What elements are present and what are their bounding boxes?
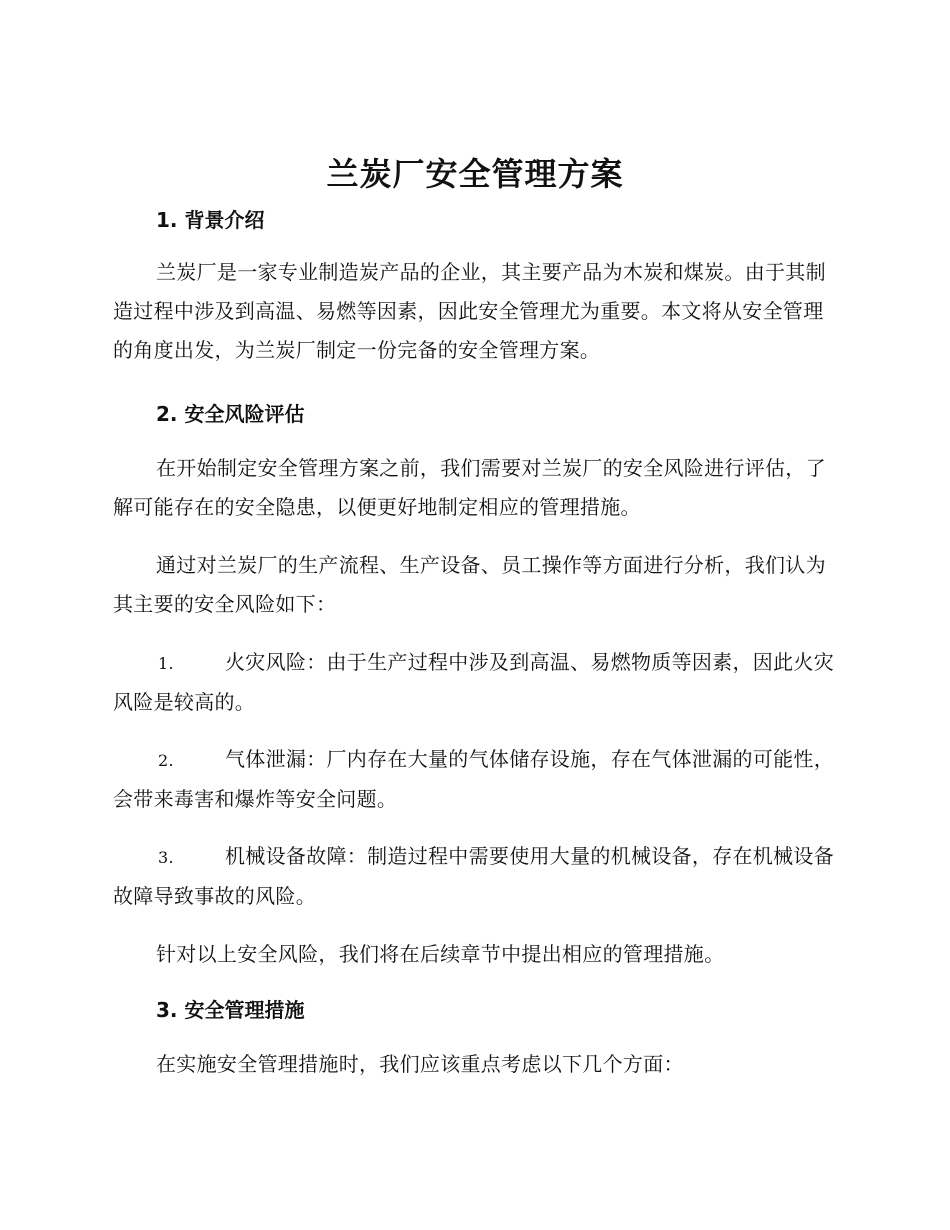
list-item [113, 837, 835, 916]
list-item-number: 1. [158, 654, 174, 673]
section-heading-measures: 3. 安全管理措施 [156, 998, 305, 1022]
list-item-text: 机械设备故障：制造过程中需要使用大量的机械设备，存在机械设备故障导致事故的风险。 [113, 844, 834, 908]
document-title: 兰炭厂安全管理方案 [326, 155, 624, 193]
list-item-text: 气体泄漏：厂内存在大量的气体储存设施，存在气体泄漏的可能性，会带来毒害和爆炸等安全问题。 [113, 747, 834, 811]
list-item-text: 火灾风险：由于生产过程中涉及到高温、易燃物质等因素，因此火灾风险是较高的。 [113, 650, 834, 714]
section-heading-background: 1. 背景介绍 [156, 208, 265, 232]
paragraph-risk-closing: 针对以上安全风险，我们将在后续章节中提出相应的管理措施。 [156, 942, 725, 966]
paragraph-risk-analysis: 通过对兰炭厂的生产流程、生产设备、员工操作等方面进行分析，我们认为其主要的安全风险如下： [113, 553, 826, 616]
list-item [113, 643, 835, 722]
paragraph-risk-intro: 在开始制定安全管理方案之前，我们需要对兰炭厂的安全风险进行评估，了解可能存在的安全隐患，以便更好地制定相应的管理措施。 [113, 456, 826, 519]
paragraph-measures-intro: 在实施安全管理措施时，我们应该重点考虑以下几个方面： [156, 1052, 684, 1076]
list-item-number: 2. [158, 751, 174, 770]
paragraph-background: 兰炭厂是一家专业制造炭产品的企业，其主要产品为木炭和煤炭。由于其制造过程中涉及到高温、易燃等因素，因此安全管理尤为重要。本文将从安全管理的角度出发，为兰炭厂制定一份完备的安全管理方案。 [113, 260, 826, 362]
list-item [113, 740, 835, 819]
section-heading-risk-assessment: 2. 安全风险评估 [156, 402, 305, 426]
list-item-number: 3. [158, 848, 174, 867]
